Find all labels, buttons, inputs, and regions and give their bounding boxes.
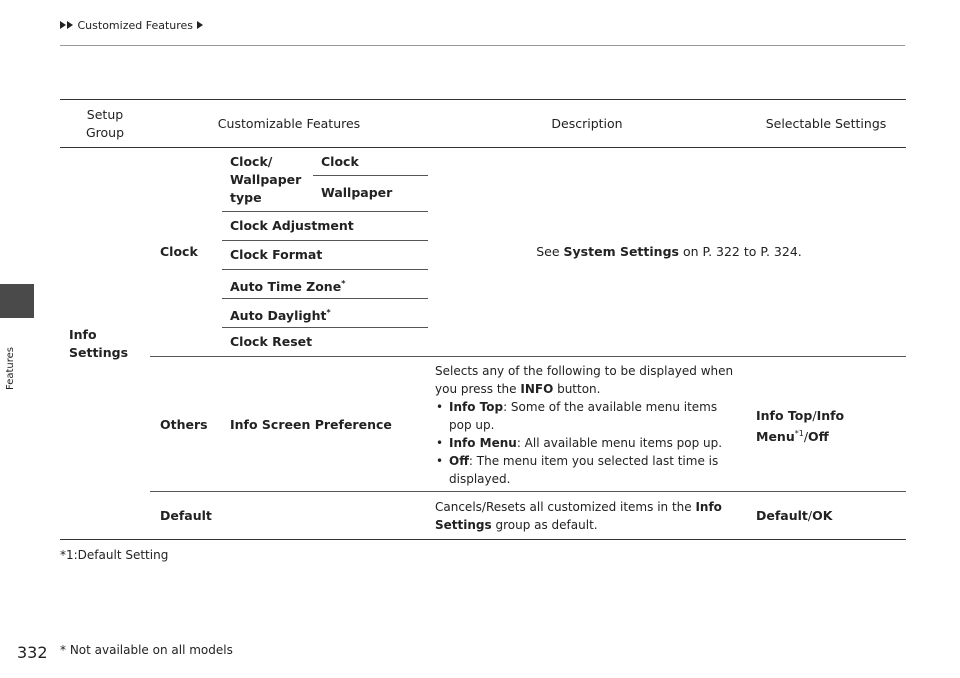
page-number: 332 — [17, 643, 48, 662]
row-divider — [222, 211, 428, 212]
default-settings: Default/OK — [756, 508, 833, 523]
feature-info-screen-preference: Info Screen Preference — [230, 417, 392, 432]
feature-auto-time-zone: Auto Time Zone* — [230, 279, 346, 294]
list-item: • Info Top: Some of the available menu items pop up. — [435, 398, 735, 434]
options-list — [435, 398, 735, 488]
footnote-mark: * — [326, 308, 331, 317]
header-setup-group: Setup Group — [85, 107, 125, 140]
subgroup-others: Others — [160, 417, 208, 432]
header-customizable-features: Customizable Features — [217, 116, 361, 131]
header-description: Description — [551, 116, 623, 131]
row-divider — [222, 269, 428, 270]
row-divider — [150, 356, 906, 357]
feature-clock-format: Clock Format — [230, 247, 323, 262]
subgroup-clock: Clock — [160, 244, 198, 259]
feature-clock: Clock — [321, 154, 359, 169]
chevron-right-icon — [197, 21, 203, 29]
feature-default: Default — [160, 508, 212, 523]
list-item: • Info Menu: All available menu items pop up. — [435, 434, 735, 452]
default-description: Cancels/Resets all customized items in the Info Settings group as default. — [435, 500, 722, 532]
group-info-settings: Info Settings — [69, 327, 129, 360]
footer-note: * Not available on all models — [60, 643, 233, 657]
header-selectable-settings: Selectable Settings — [765, 116, 887, 131]
footnote-mark: *1 — [794, 429, 804, 438]
row-divider — [313, 175, 428, 176]
table-bottom-rule — [60, 539, 906, 540]
footnote-mark: * — [341, 279, 346, 288]
chevron-right-icon — [60, 21, 66, 29]
info-screen-settings: Info Top/Info Menu$^{*1}$/Off — [756, 408, 845, 444]
side-tab-label: Features — [5, 347, 16, 390]
system-settings-link[interactable]: System Settings — [563, 244, 679, 259]
breadcrumb — [60, 19, 204, 32]
table-top-rule — [60, 99, 906, 100]
info-screen-description: Selects any of the following to be displayed when you press the INFO button. • Info Top: Some of the available menu items pop up. • Info Menu: All available menu items pop up. • Off: The menu item you selected last time is displayed. — [435, 362, 735, 488]
list-item: • Off: The menu item you selected last time is displayed. — [435, 452, 735, 488]
feature-clock-wallpaper-type: Clock/ Wallpaper type — [230, 154, 302, 205]
header-bottom-rule — [60, 147, 906, 148]
header-divider — [60, 45, 905, 46]
feature-clock-adjustment: Clock Adjustment — [230, 218, 354, 233]
feature-auto-daylight: Auto Daylight* — [230, 308, 331, 323]
breadcrumb-label[interactable]: Customized Features — [77, 19, 194, 32]
clock-description: See System Settings on P. 322 to P. 324. — [536, 244, 802, 259]
row-divider — [222, 298, 428, 299]
row-divider — [150, 491, 906, 492]
row-divider — [222, 327, 428, 328]
row-divider — [222, 240, 428, 241]
feature-wallpaper: Wallpaper — [321, 185, 393, 200]
chevron-right-icon — [67, 21, 73, 29]
default-setting-footnote: *1:Default Setting — [60, 548, 169, 562]
feature-clock-reset: Clock Reset — [230, 334, 313, 349]
section-tab-marker — [0, 284, 34, 318]
